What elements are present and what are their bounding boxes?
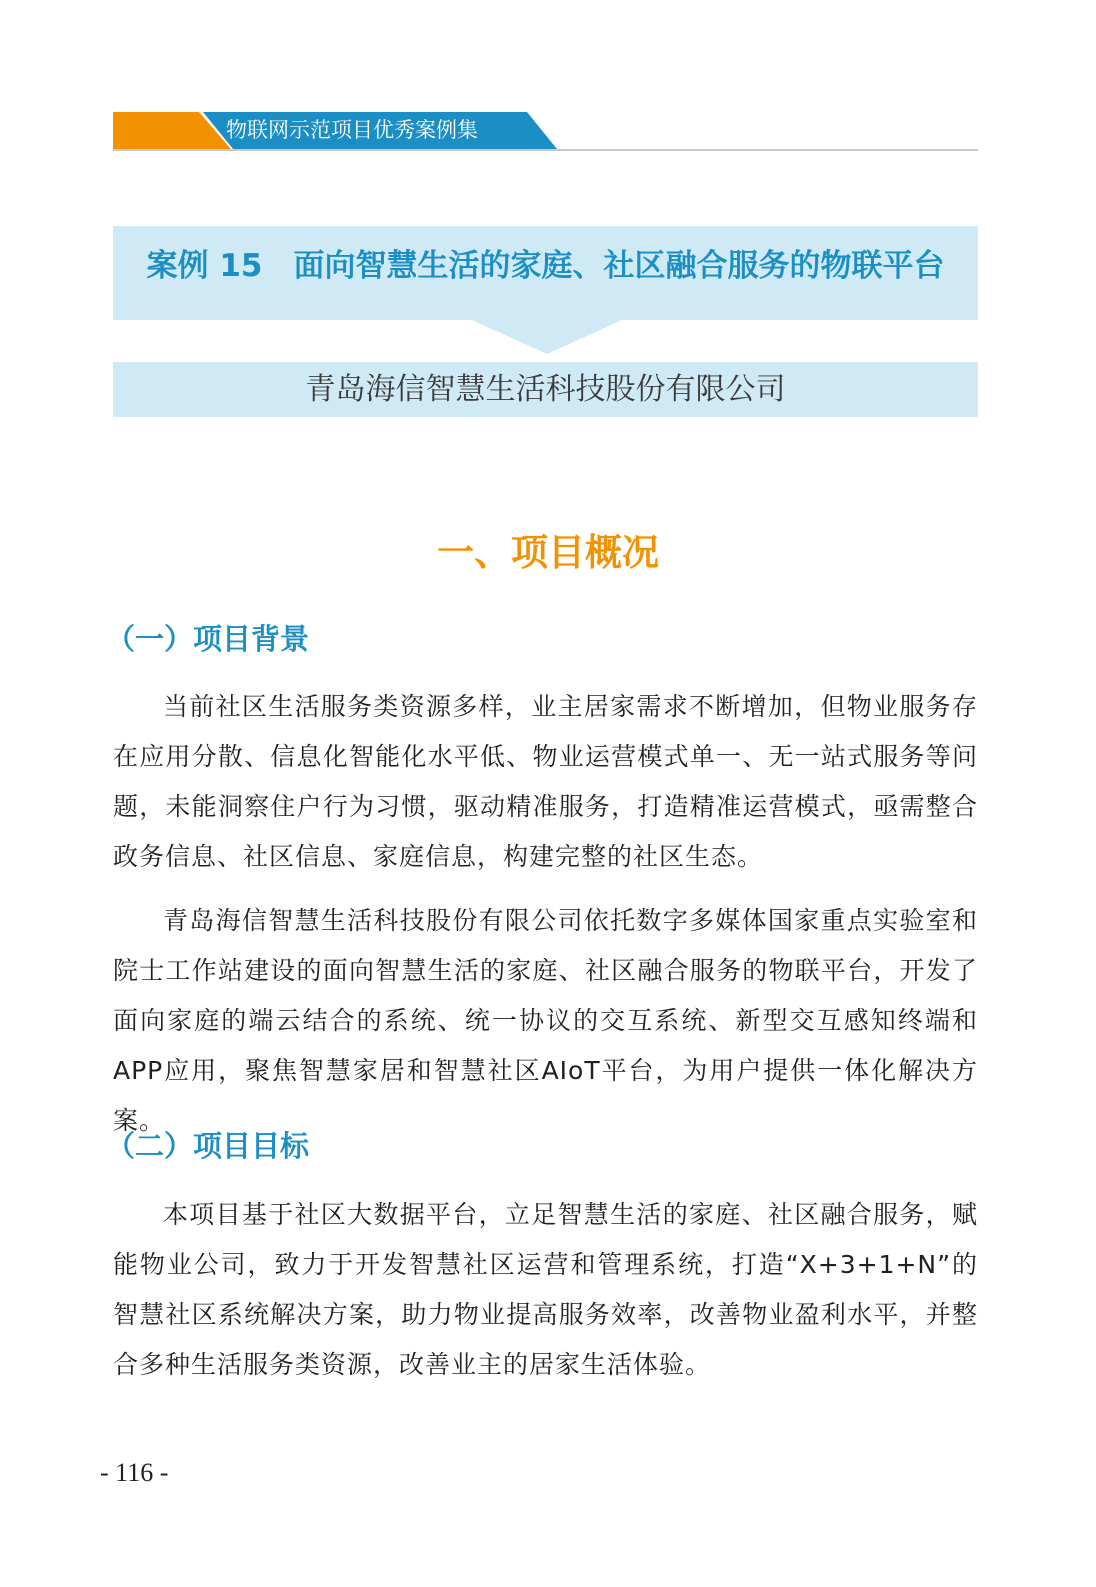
header-rule: [113, 149, 978, 151]
page-number: - 116 -: [100, 1458, 169, 1487]
case-arrow: [472, 320, 622, 354]
case-title-box: [113, 226, 978, 320]
subsection-title-background: （一）项目背景: [106, 622, 310, 656]
company-name: 青岛海信智慧生活科技股份有限公司: [305, 372, 786, 407]
paragraph-goals-1: 本项目基于社区大数据平台，立足智慧生活的家庭、社区融合服务，赋能物业公司，致力于开发智慧社区运营和管理系统，打造“X+3+1+N”的智慧社区系统解决方案，助力物业提高服务效率，改善物业盈利水平，并整合多种生活服务类资源，改善业主的居家生活体验。: [113, 1200, 978, 1379]
section-title: 一、项目概况: [437, 530, 659, 574]
case-title: 案例 15 面向智慧生活的家庭、社区融合服务的物联平台: [146, 248, 945, 284]
subsection-title-goals: （二）项目目标: [106, 1129, 310, 1163]
header-title: 物联网示范项目优秀案例集: [226, 118, 478, 142]
paragraph-background-1: 当前社区生活服务类资源多样，业主居家需求不断增加，但物业服务存在应用分散、信息化智能化水平低、物业运营模式单一、无一站式服务等问题，未能洞察住户行为习惯，驱动精准服务，打造精准运营模式，亟需整合政务信息、社区信息、家庭信息，构建完整的社区生态。: [113, 692, 978, 871]
paragraph-background-2: 青岛海信智慧生活科技股份有限公司依托数字多媒体国家重点实验室和院士工作站建设的面向智慧生活的家庭、社区融合服务的物联平台，开发了面向家庭的端云结合的系统、统一协议的交互系统、新型交互感知终端和APP应用，聚焦智慧家居和智慧社区AIoT平台，为用户提供一体化解决方案。: [113, 906, 978, 1135]
company-box: [113, 362, 978, 417]
